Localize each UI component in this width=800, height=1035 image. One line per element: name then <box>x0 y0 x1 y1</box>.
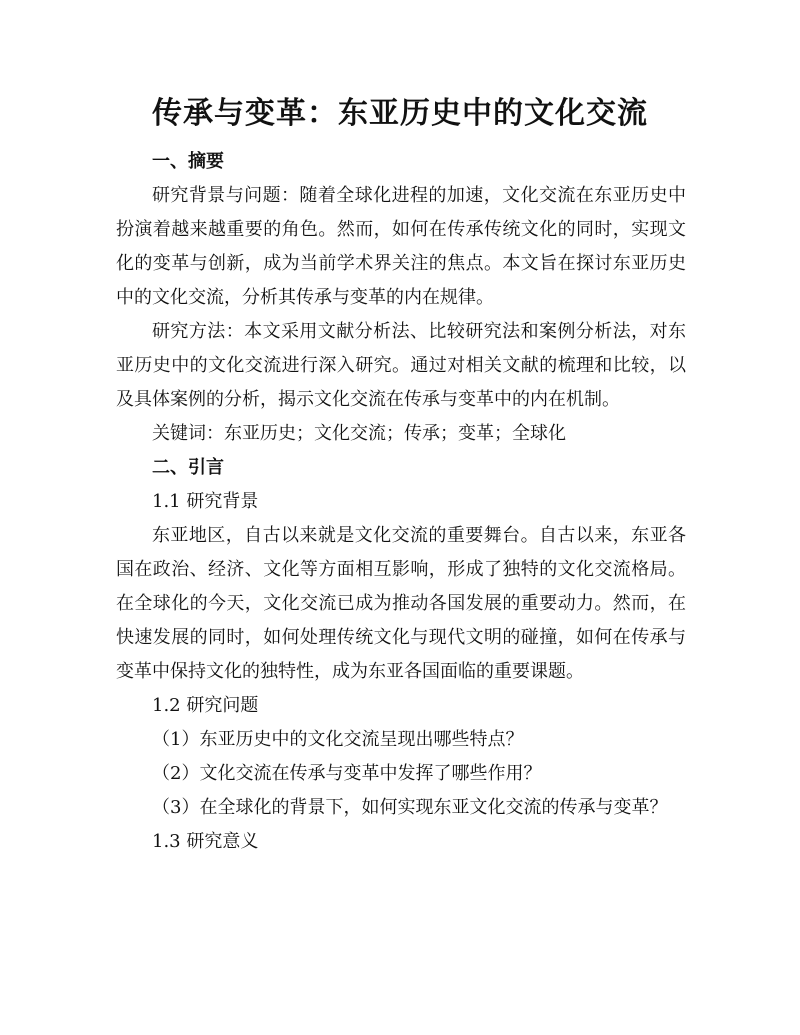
research-question-2: （2）文化交流在传承与变革中发挥了哪些作用？ <box>152 763 542 784</box>
abstract-method-paragraph: 研究方法：本文采用文献分析法、比较研究法和案例分析法，对东亚历史中的文化交流进行深入研究。通过对相关文献的梳理和比较，以及具体案例的分析，揭示文化交流在传承与变革中的内在机制。 <box>116 321 686 410</box>
keywords-line: 关键词：东亚历史；文化交流；传承；变革；全球化 <box>152 423 566 444</box>
subheading-research-questions: 1.2 研究问题 <box>152 695 259 716</box>
document-body <box>116 145 686 859</box>
section-heading-abstract: 一、摘要 <box>152 151 224 172</box>
subheading-research-significance: 1.3 研究意义 <box>152 831 259 852</box>
abstract-background-paragraph: 研究背景与问题：随着全球化进程的加速，文化交流在东亚历史中扮演着越来越重要的角色。然而，如何在传承传统文化的同时，实现文化的变革与创新，成为当前学术界关注的焦点。本文旨在探讨东亚历史中的文化交流，分析其传承与变革的内在规律。 <box>116 185 686 308</box>
research-question-1: （1）东亚历史中的文化交流呈现出哪些特点？ <box>152 729 524 750</box>
subheading-research-background: 1.1 研究背景 <box>152 491 259 512</box>
research-question-3: （3）在全球化的背景下，如何实现东亚文化交流的传承与变革？ <box>152 797 668 818</box>
section-heading-introduction: 二、引言 <box>152 457 224 478</box>
research-background-paragraph: 东亚地区，自古以来就是文化交流的重要舞台。自古以来，东亚各国在政治、经济、文化等方面相互影响，形成了独特的文化交流格局。在全球化的今天，文化交流已成为推动各国发展的重要动力。然而，在快速发展的同时，如何处理传统文化与现代文明的碰撞，如何在传承与变革中保持文化的独特性，成为东亚各国面临的重要课题。 <box>116 525 686 682</box>
document-title: 传承与变革：东亚历史中的文化交流 <box>152 96 648 131</box>
